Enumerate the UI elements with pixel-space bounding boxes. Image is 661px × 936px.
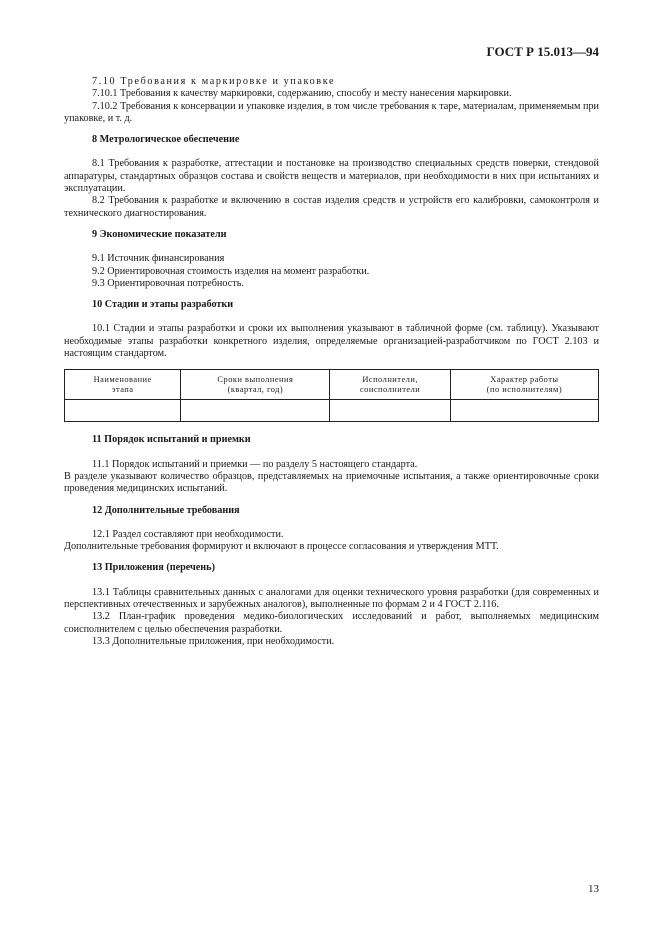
section-11-heading: 11 Порядок испытаний и приемки xyxy=(92,434,251,446)
table-header-row xyxy=(65,370,599,400)
paragraph-11-note: В разделе указывают количество образцов, представляемых на приемочные испытания, а также ориентировочные сроки проведения медицинских испытаний. xyxy=(64,470,599,495)
section-9-heading: 9 Экономические показатели xyxy=(92,228,227,240)
paragraph-9-3: 9.3 Ориентировочная потребность. xyxy=(92,277,244,289)
section-7-10-title: 7.10 Требования к маркировке и упаковке xyxy=(92,76,336,87)
section-13-heading: 13 Приложения (перечень) xyxy=(92,562,215,574)
table-cell xyxy=(65,400,181,422)
paragraph-8-2: 8.2 Требования к разработке и включению в состав изделия средств и устройств его калибровки, самоконтроля и технического диагностирования. xyxy=(64,195,599,219)
paragraph-7-10-1: 7.10.1 Требования к качеству маркировки, содержанию, способу и месту нанесения маркировки. xyxy=(92,88,512,100)
table-cell xyxy=(181,400,330,422)
column-header-deadlines: Сроки выполнения (квартал, год) xyxy=(181,370,330,400)
section-8-heading: 8 Метрологическое обеспечение xyxy=(92,134,240,146)
section-12-heading: 12 Дополнительные требования xyxy=(92,504,240,516)
paragraph-13-3: 13.3 Дополнительные приложения, при необходимости. xyxy=(92,635,335,647)
page-number: 13 xyxy=(588,883,599,895)
column-header-work-nature: Характер работы (по исполнителям) xyxy=(450,370,598,400)
paragraph-12-1: 12.1 Раздел составляют при необходимости. xyxy=(92,528,284,540)
paragraph-13-2: 13.2 План-график проведения медико-биологических исследований и работ, выполняемых медицинским соисполнителем с целью обеспечения разработки. xyxy=(64,611,599,635)
column-header-stage-name: Наименование этапа xyxy=(65,370,181,400)
paragraph-13-1: 13.1 Таблицы сравнительных данных с аналогами для оценки технического уровня разработки (для современных и перспективных отечественных и зарубежных аналогов), выполненные по формам 2 и 4 ГОСТ 2.116. xyxy=(64,586,599,611)
paragraph-9-1: 9.1 Источник финансирования xyxy=(92,253,225,265)
table-cell xyxy=(330,400,450,422)
paragraph-11-1: 11.1 Порядок испытаний и приемки — по разделу 5 настоящего стандарта. xyxy=(92,458,418,470)
document-id-header: ГОСТ Р 15.013—94 xyxy=(486,44,599,59)
document-body xyxy=(64,76,599,648)
paragraph-7-10-2: 7.10.2 Требования к консервации и упаковке изделия, в том числе требования к таре, материалам, применяемым при упаковке, и т. д. xyxy=(64,100,599,124)
stages-table xyxy=(64,369,599,422)
table-cell xyxy=(450,400,598,422)
paragraph-9-2: 9.2 Ориентировочная стоимость изделия на момент разработки. xyxy=(92,265,370,277)
paragraph-12-note: Дополнительные требования формируют и включают в процессе согласования и утверждения МТТ. xyxy=(64,541,499,553)
column-header-performers: Исполнители, соисполнители xyxy=(330,370,450,400)
paragraph-8-1: 8.1 Требования к разработке, аттестации и постановке на производство специальных средств поверки, стендовой аппаратуры, стандартных образцов состава и свойств веществ и материалов, при необходимости в них при испытаниях и эксплуатации. xyxy=(64,158,599,195)
section-10-heading: 10 Стадии и этапы разработки xyxy=(92,299,234,311)
paragraph-10-1: 10.1 Стадии и этапы разработки и сроки их выполнения указывают в табличной форме (см. таблицу). Указывают необходимые этапы разработки конкретного изделия, определяемые организацией-разработчиком по ГОСТ 2.103 и настоящим стандартом. xyxy=(64,323,599,360)
table-row xyxy=(65,400,599,422)
